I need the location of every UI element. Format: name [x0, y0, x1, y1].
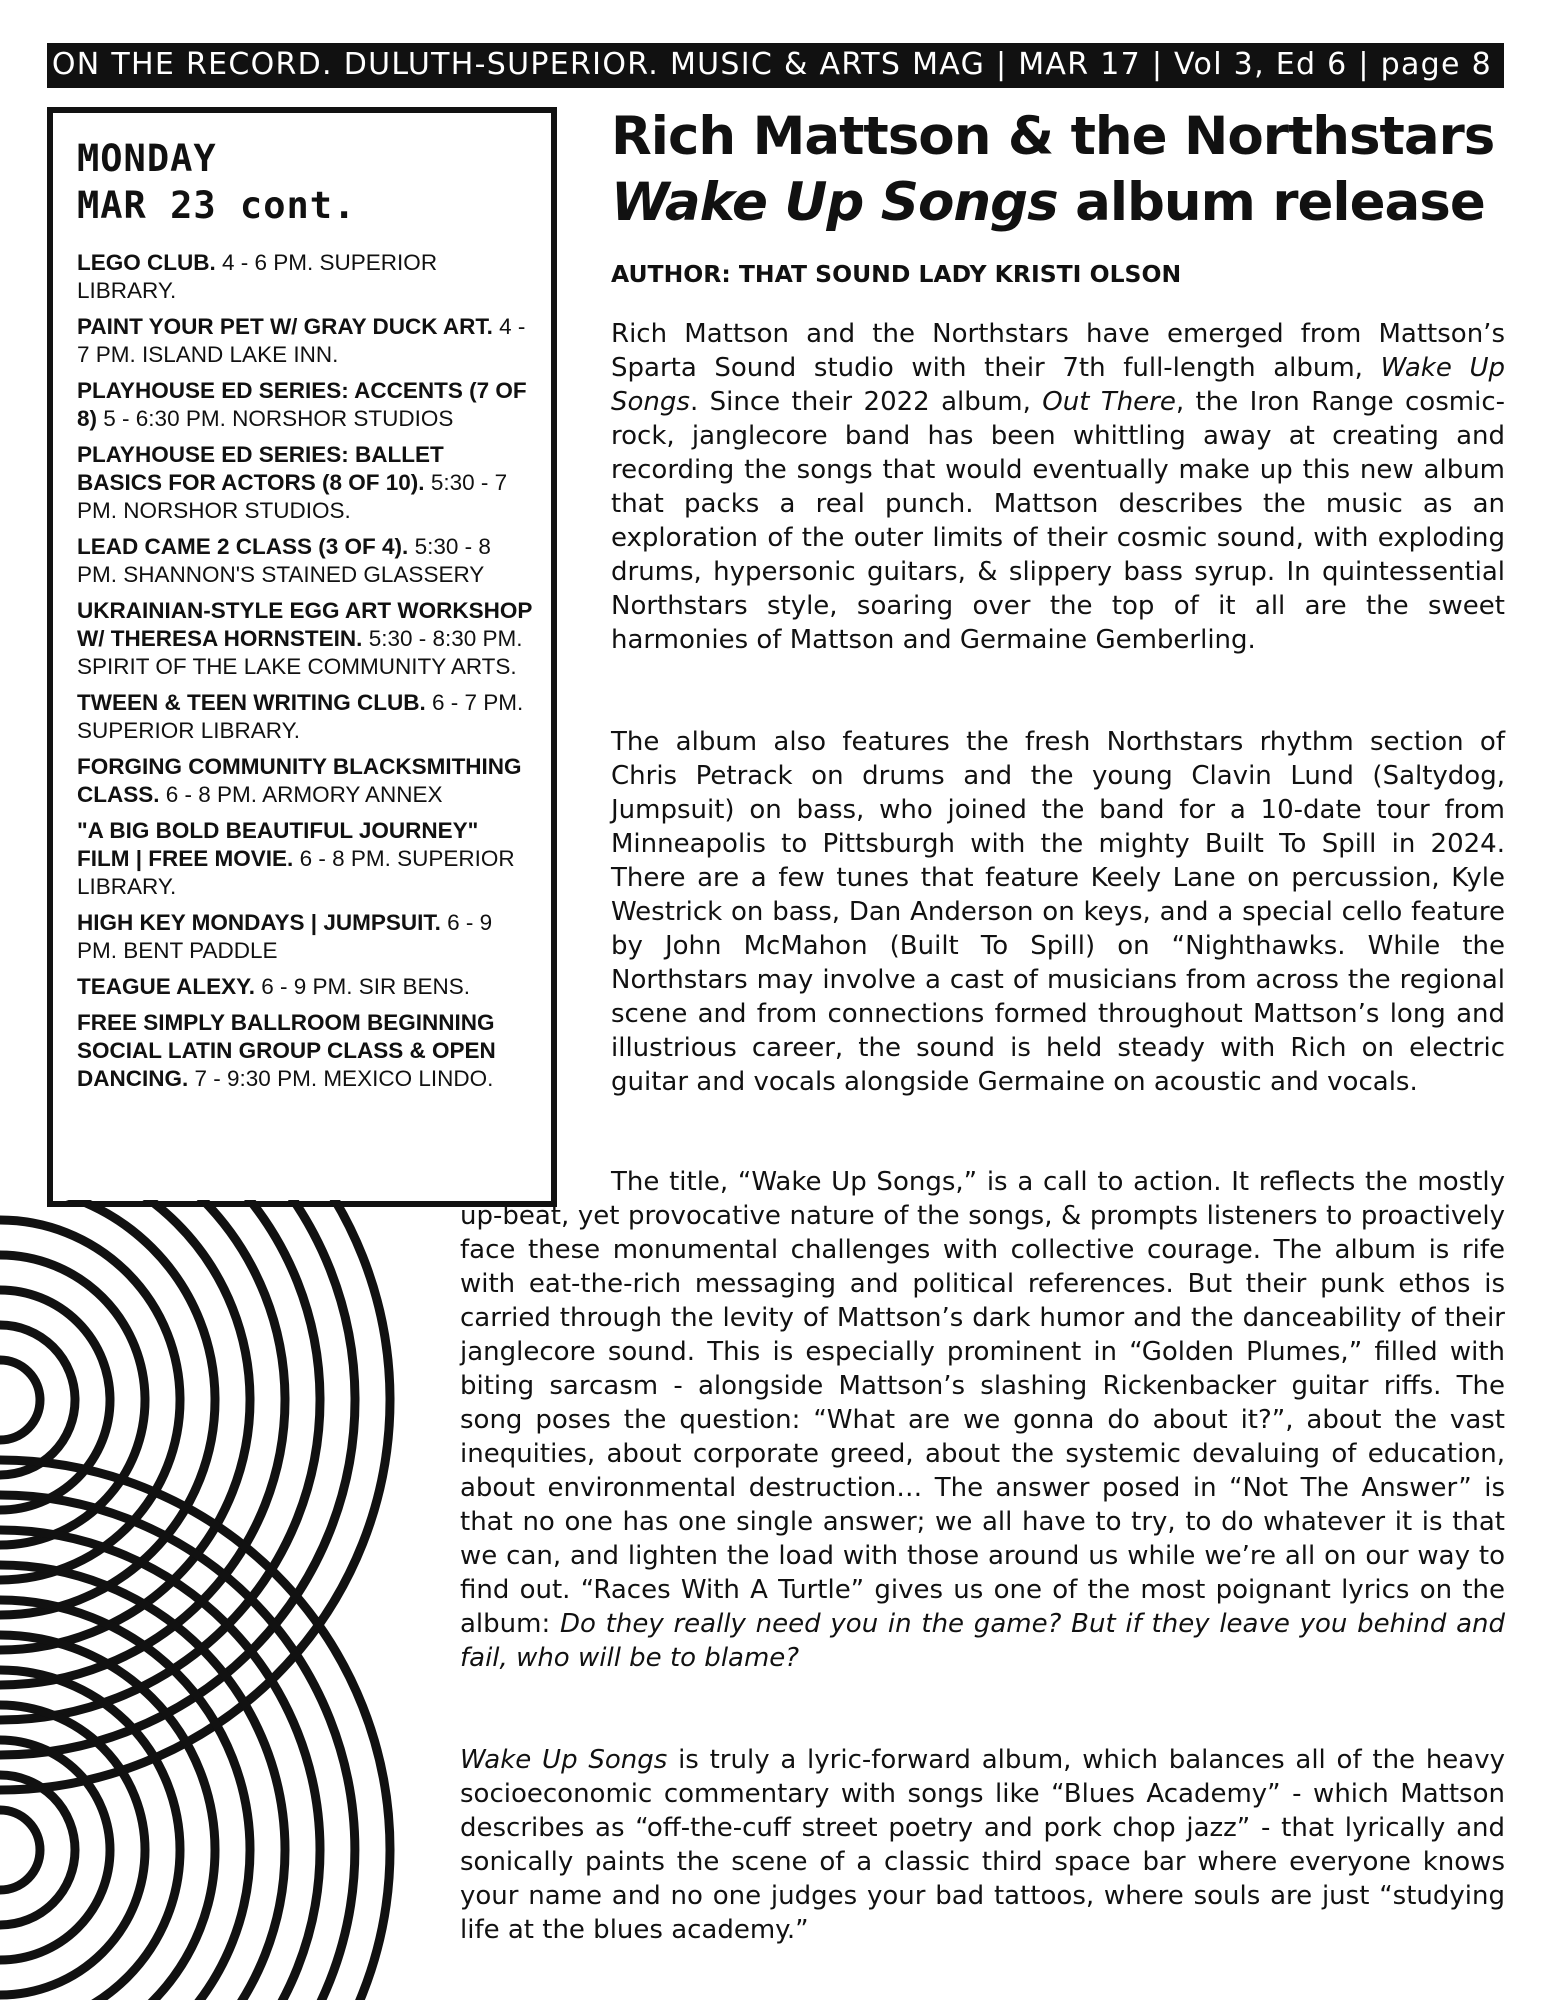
article-author: AUTHOR: THAT SOUND LADY KRISTI OLSON [611, 260, 1182, 288]
event-title: LEGO CLUB. [77, 250, 216, 275]
event-details: 6 - 9 PM. SIR BENS. [261, 974, 471, 999]
p4-album-title: Wake Up Songs [460, 1745, 668, 1775]
p1-previous-album: Out There [1042, 387, 1176, 417]
headline-album-title: Wake Up Songs [611, 172, 1058, 233]
event-item [77, 597, 533, 681]
event-item [77, 441, 533, 525]
event-details: 6 - 8 PM. ARMORY ANNEX [165, 782, 443, 807]
event-details: 4 - 7 PM. ISLAND LAKE INN. [77, 314, 526, 367]
p3-lyric-quote: Do they really need you in the game? But if they leave you behind and fail, who will be to blame? [460, 1609, 1505, 1673]
p4-text: is truly a lyric-forward album, which balances all of the heavy socioeconomic commentary with songs like “Blues Academy” - which Mattson describes as “off-the-cuff street poetry and pork chop jazz” - that lyrically and sonically paints the scene of a classic third space bar where everyone knows your name and no one judges your bad tattoos, where souls are just “studying life at the blues academy.” [460, 1745, 1506, 1945]
event-title: "A BIG BOLD BEAUTIFUL JOURNEY" FILM | FREE MOVIE. [77, 818, 479, 871]
event-item [77, 817, 533, 901]
article-headline [611, 104, 1511, 236]
event-title: PLAYHOUSE ED SERIES: BALLET BASICS FOR ACTORS (8 OF 10). [77, 442, 444, 495]
events-day-heading [77, 135, 533, 229]
event-title: LEAD CAME 2 CLASS (3 OF 4). [77, 534, 409, 559]
event-title: PLAYHOUSE ED SERIES: ACCENTS (7 OF 8) [77, 378, 527, 431]
events-day: MONDAY [77, 137, 217, 180]
event-details: 4 - 6 PM. SUPERIOR LIBRARY. [77, 250, 438, 303]
event-item [77, 1009, 533, 1093]
headline-line-1: Rich Mattson & the Northstars [611, 106, 1495, 167]
event-details: 5 - 6:30 PM. NORSHOR STUDIOS [103, 406, 454, 431]
event-title: TEAGUE ALEXY. [77, 974, 255, 999]
event-item [77, 753, 533, 809]
event-title: UKRAINIAN-STYLE EGG ART WORKSHOP W/ THERESA HORNSTEIN. [77, 598, 533, 651]
event-details: 6 - 7 PM. SUPERIOR LIBRARY. [77, 690, 524, 743]
p1-text-a: Rich Mattson and the Northstars have emerged from Mattson’s Sparta Sound studio with their 7th full-length album, [611, 319, 1505, 383]
event-details: 5:30 - 8:30 PM. SPIRIT OF THE LAKE COMMUNITY ARTS. [77, 626, 523, 679]
article-paragraph-3 [460, 1165, 1505, 1675]
article-paragraph-4 [460, 1743, 1505, 1947]
event-details: 5:30 - 7 PM. NORSHOR STUDIOS. [77, 470, 508, 523]
event-title: TWEEN & TEEN WRITING CLUB. [77, 690, 426, 715]
event-title: FORGING COMMUNITY BLACKSMITHING CLASS. [77, 754, 522, 807]
event-list [77, 249, 533, 1093]
decorative-arc [0, 1810, 40, 1890]
headline-rest: album release [1075, 172, 1485, 233]
event-details: 6 - 8 PM. SUPERIOR LIBRARY. [77, 846, 515, 899]
event-item [77, 533, 533, 589]
masthead-banner [47, 43, 1504, 88]
p1-text-c: , the Iron Range cosmic-rock, janglecore band has been whittling away at creating and recording the songs that would eventually make up this new album that packs a real punch. Mattson describes the music as an exploration of the outer limits of their cosmic sound, with exploding drums, hypersonic guitars, & slippery bass syrup. In quintessential Northstars style, soaring over the top of it all are the sweet harmonies of Mattson and Germaine Gemberling. [611, 387, 1505, 655]
decorative-arc [0, 1360, 40, 1440]
banner-text: ON THE RECORD. DULUTH-SUPERIOR. MUSIC & ARTS MAG | MAR 17 | Vol 3, Ed 6 | page 8 [51, 47, 1492, 82]
event-item [77, 377, 533, 433]
p1-text-b: . Since their 2022 album, [689, 387, 1043, 417]
event-item [77, 973, 533, 1001]
event-item [77, 689, 533, 745]
event-title: PAINT YOUR PET W/ GRAY DUCK ART. [77, 314, 493, 339]
concentric-arcs-decoration [0, 1200, 460, 2000]
event-title: FREE SIMPLY BALLROOM BEGINNING SOCIAL LATIN GROUP CLASS & OPEN DANCING. [77, 1010, 496, 1091]
event-details: 5:30 - 8 PM. SHANNON'S STAINED GLASSERY [77, 534, 491, 587]
event-title: HIGH KEY MONDAYS | JUMPSUIT. [77, 910, 441, 935]
events-listing-box [47, 107, 557, 1207]
event-item [77, 249, 533, 305]
event-details: 6 - 9 PM. BENT PADDLE [77, 910, 493, 963]
event-item [77, 909, 533, 965]
p1-album-title: Wake Up Songs [611, 353, 1505, 417]
p3-text: The title, “Wake Up Songs,” is a call to action. It reflects the mostly up-beat, yet provocative nature of the songs, & prompts listeners to proactively face these monumental challenges with collective courage. The album is rife with eat-the-rich messaging and political references. But their punk ethos is carried through the levity of Mattson’s dark humor and the danceability of their janglecore sound. This is especially prominent in “Golden Plumes,” filled with biting sarcasm - alongside Mattson’s slashing Rickenbacker guitar riffs. The song poses the question: “What are we gonna do about it?”, about the vast inequities, about corporate greed, about the systemic devaluing of education, about environmental destruction… The answer posed in “Not The Answer” is that no one has one single answer; we all have to try, to do whatever it is that we can, and lighten the load with those around us while we’re all on our way to find out. “Races With A Turtle” gives us one of the most poignant lyrics on the album: [460, 1167, 1505, 1639]
headline-line-2 [611, 170, 1511, 236]
event-details: 7 - 9:30 PM. MEXICO LINDO. [194, 1066, 494, 1091]
article-paragraph-2: The album also features the fresh Northstars rhythm section of Chris Petrack on drums and the young Clavin Lund (Saltydog, Jumpsuit) on bass, who joined the band for a 10-date tour from Minneapolis to Pittsburgh with the mighty Built To Spill in 2024. There are a few tunes that feature Keely Lane on percussion, Kyle Westrick on bass, Dan Anderson on keys, and a special cello feature by John McMahon (Built To Spill) on “Nighthawks. While the Northstars may involve a cast of musicians from across the regional scene and from connections formed throughout Mattson’s long and illustrious career, the sound is held steady with Rich on electric guitar and vocals alongside Germaine on acoustic and vocals. [611, 727, 1505, 1097]
events-date: MAR 23 cont. [77, 184, 357, 227]
event-item [77, 313, 533, 369]
article-paragraph-1 [611, 317, 1505, 657]
